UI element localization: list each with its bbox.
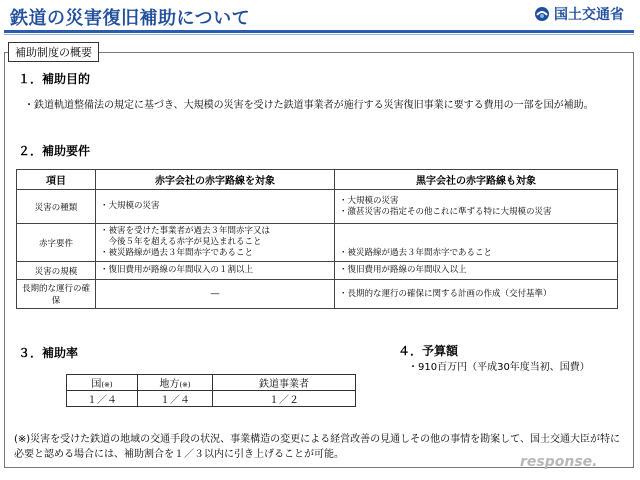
cell-line: ・被災路線が過去３年間赤字であること [339,248,493,258]
budget-text: ・910百万円（平成30年度当初、国費） [408,362,590,373]
rate-label-operator [213,375,356,391]
footnote: (※)災害を受けた鉄道の地域の交通手段の状況、事業構造の変更による経営改善の見通しその他の事情を勘案して、国土交通大臣が特に必要と認める場合には、補助割合を１／３以内に引き上げることが可能。 [14,434,620,460]
table-row [17,262,618,280]
rate-value: １／４ [138,391,213,407]
rate-value: １／４ [67,391,138,407]
row-col1 [96,224,335,262]
row-col2 [335,190,618,224]
row-col2 [335,280,618,309]
cell-line: ・大規模の災害 [339,195,399,206]
header-rule-thin [4,34,634,35]
header-deficit-company: 赤字会社の赤字路線を対象 [96,170,335,190]
header-profit-company: 黒字会社の赤字路線も対象 [335,170,618,190]
rate-label: 国 [91,379,102,390]
rate-label-local [138,375,213,391]
row-item: 災害の種類 [17,190,96,224]
rate-value-row [67,391,356,407]
ministry-name: 国土交通省 [554,7,624,23]
header-rule [4,30,634,33]
cell-line: ・被災路線が過去３年間赤字であること [100,248,254,258]
rate-value: １／２ [213,391,356,407]
section-tag: 補助制度の概要 [8,42,99,62]
budget-heading: ４．予算額 [398,344,459,358]
requirements-heading: ２．補助要件 [18,144,91,158]
cell-line: ・復旧費用が路線の年間収入の１割以上 [100,265,254,275]
watermark: response. [520,454,598,470]
table-row [17,190,618,224]
cell-line: ・復旧費用が路線の年間収入以上 [339,265,467,275]
cell-line: ・激甚災害の指定その他これに準ずる特に大規模の災害 [339,206,552,217]
rate-mark: (※) [179,381,191,389]
cell-line: 今後５年を超える赤字が見込まれること [100,237,262,247]
table-header-row [17,170,618,190]
purpose-heading: １．補助目的 [18,72,91,86]
rate-mark: (※) [101,381,113,389]
rate-heading: ３．補助率 [18,346,79,360]
row-item: 赤字要件 [17,224,96,262]
cell-line: ・大規模の災害 [100,201,160,211]
cell-line: ― [210,288,220,299]
rate-label-national [67,375,138,391]
row-item: 長期的な運行の確保 [17,280,96,309]
page-title: 鉄道の災害復旧補助について [10,8,251,29]
rate-label: 鉄道事業者 [259,379,309,390]
table-row [17,224,618,262]
row-col1 [96,262,335,280]
purpose-text: ・鉄道軌道整備法の規定に基づき、大規模の災害を受けた鉄道事業者が施行する災害復旧事業に要する費用の一部を国が補助。 [24,100,594,111]
table-row [17,280,618,309]
row-col2 [335,224,618,262]
header-item: 項目 [17,170,96,190]
rate-label: 地方 [159,379,180,390]
row-col1 [96,190,335,224]
cell-line: ・被害を受けた事業者が過去３年間赤字又は [100,226,271,236]
row-item: 災害の規模 [17,262,96,280]
ministry-logo [534,4,624,24]
requirements-table [16,169,618,309]
cell-line: ・長期的な運行の確保に関する計画の作成（交付基準） [339,288,552,299]
rate-label-row [67,375,356,391]
row-col1 [96,280,335,309]
row-col2 [335,262,618,280]
mlit-logo-icon [534,6,550,22]
rate-table [66,374,356,407]
